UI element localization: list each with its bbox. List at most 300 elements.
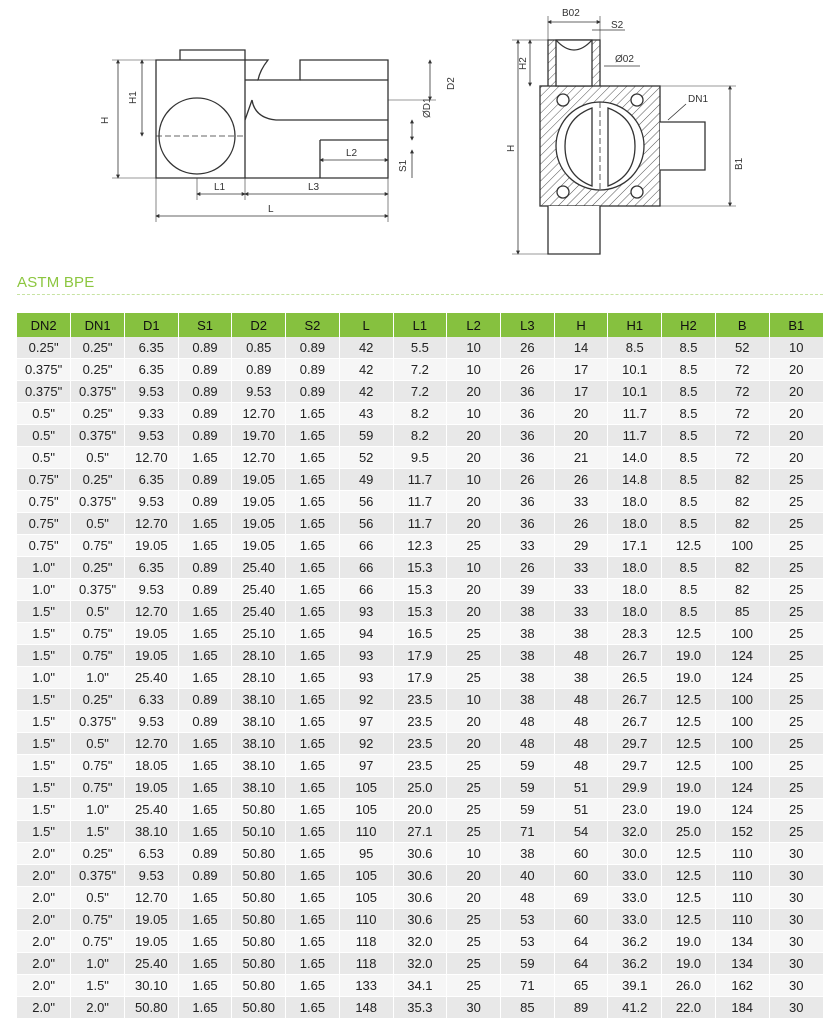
table-cell: 49 <box>339 469 393 491</box>
table-cell: 1.65 <box>286 579 340 601</box>
table-cell: 50.80 <box>232 997 286 1019</box>
table-cell: 1.65 <box>178 909 232 931</box>
table-cell: 20 <box>769 359 823 381</box>
table-cell: 26 <box>500 557 554 579</box>
table-cell: 25 <box>447 755 501 777</box>
table-cell: 10 <box>447 469 501 491</box>
table-cell: 32.0 <box>393 953 447 975</box>
table-cell: 9.53 <box>124 865 178 887</box>
table-cell: 18.05 <box>124 755 178 777</box>
table-cell: 26.5 <box>608 667 662 689</box>
table-cell: 0.5" <box>17 403 71 425</box>
table-cell: 6.33 <box>124 689 178 711</box>
dim-label-dn1: DN1 <box>688 94 709 105</box>
table-row <box>17 645 823 667</box>
table-cell: 18.0 <box>608 601 662 623</box>
table-body <box>17 337 823 1019</box>
table-cell: 100 <box>715 535 769 557</box>
table-cell: 9.53 <box>124 381 178 403</box>
table-cell: 30 <box>447 997 501 1019</box>
table-cell: 18.0 <box>608 579 662 601</box>
table-cell: 12.5 <box>662 535 716 557</box>
table-cell: 1.65 <box>178 645 232 667</box>
table-row <box>17 601 823 623</box>
table-cell: 26.0 <box>662 975 716 997</box>
table-cell: 25 <box>769 755 823 777</box>
table-cell: 2.0" <box>17 997 71 1019</box>
dim-label-d2: D2 <box>446 77 457 90</box>
table-cell: 38 <box>554 623 608 645</box>
table-cell: 1.65 <box>286 711 340 733</box>
table-cell: 50.80 <box>232 931 286 953</box>
table-cell: 0.75" <box>17 469 71 491</box>
table-cell: 105 <box>339 887 393 909</box>
table-cell: 0.89 <box>178 359 232 381</box>
table-cell: 25 <box>769 689 823 711</box>
table-row <box>17 997 823 1019</box>
table-cell: 89 <box>554 997 608 1019</box>
column-header-s2: S2 <box>286 313 340 337</box>
table-cell: 133 <box>339 975 393 997</box>
table-cell: 105 <box>339 799 393 821</box>
table-cell: 1.65 <box>178 755 232 777</box>
table-cell: 29.7 <box>608 755 662 777</box>
table-cell: 0.89 <box>286 359 340 381</box>
table-cell: 0.75" <box>71 645 125 667</box>
table-cell: 0.89 <box>178 865 232 887</box>
table-cell: 1.65 <box>178 821 232 843</box>
table-cell: 25 <box>769 645 823 667</box>
table-cell: 82 <box>715 557 769 579</box>
table-cell: 8.5 <box>662 337 716 359</box>
table-cell: 25.40 <box>124 667 178 689</box>
table-cell: 26 <box>500 337 554 359</box>
table-cell: 0.5" <box>17 425 71 447</box>
table-cell: 12.5 <box>662 689 716 711</box>
table-cell: 8.5 <box>608 337 662 359</box>
table-cell: 66 <box>339 579 393 601</box>
section-view-drawing <box>512 16 736 254</box>
table-cell: 1.5" <box>17 777 71 799</box>
table-cell: 64 <box>554 931 608 953</box>
table-cell: 1.65 <box>286 469 340 491</box>
table-cell: 110 <box>715 865 769 887</box>
table-cell: 48 <box>554 645 608 667</box>
table-cell: 33 <box>554 601 608 623</box>
table-row <box>17 579 823 601</box>
table-cell: 21 <box>554 447 608 469</box>
table-cell: 9.5 <box>393 447 447 469</box>
table-cell: 36 <box>500 403 554 425</box>
table-cell: 0.89 <box>178 469 232 491</box>
table-cell: 9.33 <box>124 403 178 425</box>
table-cell: 10 <box>447 337 501 359</box>
column-header-d1: D1 <box>124 313 178 337</box>
table-cell: 19.05 <box>124 931 178 953</box>
table-cell: 25 <box>447 953 501 975</box>
table-cell: 15.3 <box>393 601 447 623</box>
table-cell: 60 <box>554 865 608 887</box>
table-cell: 20 <box>447 425 501 447</box>
table-cell: 14 <box>554 337 608 359</box>
table-cell: 162 <box>715 975 769 997</box>
table-cell: 1.65 <box>178 623 232 645</box>
table-cell: 25.0 <box>662 821 716 843</box>
table-cell: 97 <box>339 711 393 733</box>
table-cell: 1.65 <box>178 733 232 755</box>
table-cell: 48 <box>554 755 608 777</box>
table-cell: 1.65 <box>286 997 340 1019</box>
table-cell: 1.0" <box>17 579 71 601</box>
table-cell: 60 <box>554 843 608 865</box>
table-cell: 124 <box>715 667 769 689</box>
table-cell: 19.05 <box>124 777 178 799</box>
table-cell: 0.375" <box>71 579 125 601</box>
table-cell: 0.5" <box>71 447 125 469</box>
table-cell: 50.80 <box>232 975 286 997</box>
column-header-l2: L2 <box>447 313 501 337</box>
table-cell: 20 <box>554 403 608 425</box>
table-cell: 15.3 <box>393 579 447 601</box>
table-cell: 36 <box>500 447 554 469</box>
column-header-l: L <box>339 313 393 337</box>
table-cell: 14.0 <box>608 447 662 469</box>
table-cell: 30 <box>769 931 823 953</box>
table-cell: 0.75" <box>71 623 125 645</box>
table-cell: 134 <box>715 953 769 975</box>
table-cell: 2.0" <box>17 953 71 975</box>
table-cell: 25 <box>447 667 501 689</box>
table-cell: 19.05 <box>232 513 286 535</box>
table-cell: 12.70 <box>124 513 178 535</box>
table-cell: 12.5 <box>662 755 716 777</box>
table-cell: 38 <box>554 667 608 689</box>
table-row <box>17 491 823 513</box>
table-cell: 51 <box>554 799 608 821</box>
table-row <box>17 711 823 733</box>
table-cell: 33 <box>554 557 608 579</box>
table-cell: 1.65 <box>178 799 232 821</box>
table-cell: 0.89 <box>178 711 232 733</box>
table-cell: 33.0 <box>608 865 662 887</box>
table-cell: 2.0" <box>17 887 71 909</box>
table-cell: 184 <box>715 997 769 1019</box>
table-cell: 8.5 <box>662 403 716 425</box>
table-cell: 25 <box>769 535 823 557</box>
table-cell: 41.2 <box>608 997 662 1019</box>
table-cell: 1.65 <box>178 601 232 623</box>
table-cell: 1.65 <box>286 667 340 689</box>
table-cell: 30 <box>769 865 823 887</box>
table-cell: 48 <box>500 887 554 909</box>
section-divider <box>17 294 823 295</box>
table-row <box>17 689 823 711</box>
table-cell: 19.70 <box>232 425 286 447</box>
table-cell: 10 <box>447 843 501 865</box>
table-cell: 110 <box>339 909 393 931</box>
table-cell: 25 <box>769 711 823 733</box>
table-cell: 0.375" <box>71 491 125 513</box>
table-row <box>17 425 823 447</box>
table-cell: 33 <box>554 579 608 601</box>
table-row <box>17 799 823 821</box>
table-cell: 0.375" <box>71 711 125 733</box>
table-cell: 6.35 <box>124 359 178 381</box>
table-cell: 97 <box>339 755 393 777</box>
table-cell: 20 <box>447 513 501 535</box>
column-header-b1: B1 <box>769 313 823 337</box>
table-cell: 2.0" <box>17 931 71 953</box>
table-row <box>17 755 823 777</box>
table-cell: 8.5 <box>662 359 716 381</box>
table-cell: 1.5" <box>71 975 125 997</box>
table-cell: 59 <box>500 755 554 777</box>
technical-drawing <box>0 0 840 262</box>
table-row <box>17 909 823 931</box>
table-cell: 23.5 <box>393 755 447 777</box>
table-cell: 0.89 <box>232 359 286 381</box>
table-cell: 0.25" <box>71 557 125 579</box>
table-cell: 15.3 <box>393 557 447 579</box>
table-cell: 9.53 <box>124 491 178 513</box>
table-cell: 20 <box>447 491 501 513</box>
table-cell: 34.1 <box>393 975 447 997</box>
table-cell: 0.75" <box>71 931 125 953</box>
table-row <box>17 931 823 953</box>
table-cell: 1.5" <box>71 821 125 843</box>
table-cell: 25 <box>769 491 823 513</box>
table-cell: 1.0" <box>71 953 125 975</box>
table-cell: 20 <box>447 865 501 887</box>
table-row <box>17 513 823 535</box>
table-cell: 50.10 <box>232 821 286 843</box>
table-cell: 0.375" <box>17 359 71 381</box>
table-cell: 30 <box>769 887 823 909</box>
table-cell: 0.89 <box>178 689 232 711</box>
dim-label-l1: L1 <box>214 182 226 193</box>
column-header-s1: S1 <box>178 313 232 337</box>
table-cell: 1.65 <box>286 975 340 997</box>
table-cell: 12.5 <box>662 733 716 755</box>
table-cell: 124 <box>715 645 769 667</box>
table-cell: 36 <box>500 491 554 513</box>
table-cell: 148 <box>339 997 393 1019</box>
table-cell: 0.89 <box>286 337 340 359</box>
table-cell: 30.10 <box>124 975 178 997</box>
table-cell: 38 <box>500 843 554 865</box>
table-cell: 1.65 <box>286 799 340 821</box>
table-cell: 1.65 <box>178 447 232 469</box>
table-cell: 12.5 <box>662 865 716 887</box>
dim-label-l: L <box>268 204 274 215</box>
table-cell: 1.65 <box>286 777 340 799</box>
table-cell: 110 <box>715 909 769 931</box>
table-cell: 19.0 <box>662 777 716 799</box>
table-row <box>17 469 823 491</box>
table-row <box>17 403 823 425</box>
table-cell: 8.5 <box>662 579 716 601</box>
table-cell: 20 <box>769 425 823 447</box>
table-cell: 25 <box>447 975 501 997</box>
table-cell: 23.5 <box>393 733 447 755</box>
table-cell: 38 <box>500 601 554 623</box>
table-cell: 1.65 <box>286 909 340 931</box>
table-cell: 0.89 <box>178 491 232 513</box>
table-cell: 1.65 <box>178 975 232 997</box>
table-row <box>17 843 823 865</box>
table-cell: 12.70 <box>124 601 178 623</box>
table-cell: 38.10 <box>124 821 178 843</box>
table-cell: 1.0" <box>17 667 71 689</box>
table-cell: 20 <box>554 425 608 447</box>
table-cell: 1.5" <box>17 645 71 667</box>
table-cell: 95 <box>339 843 393 865</box>
table-cell: 17.1 <box>608 535 662 557</box>
table-cell: 12.70 <box>124 887 178 909</box>
table-cell: 20 <box>769 381 823 403</box>
table-cell: 30 <box>769 843 823 865</box>
table-cell: 8.5 <box>662 491 716 513</box>
table-cell: 30.6 <box>393 887 447 909</box>
table-cell: 5.5 <box>393 337 447 359</box>
table-cell: 12.5 <box>662 887 716 909</box>
table-cell: 72 <box>715 403 769 425</box>
table-cell: 1.5" <box>17 623 71 645</box>
table-cell: 26.7 <box>608 645 662 667</box>
table-cell: 0.25" <box>71 359 125 381</box>
table-cell: 1.5" <box>17 711 71 733</box>
table-cell: 42 <box>339 359 393 381</box>
table-cell: 19.05 <box>232 491 286 513</box>
table-cell: 93 <box>339 601 393 623</box>
table-cell: 30.6 <box>393 909 447 931</box>
table-cell: 1.0" <box>71 667 125 689</box>
table-cell: 0.5" <box>71 513 125 535</box>
table-cell: 26 <box>554 469 608 491</box>
table-cell: 19.05 <box>124 623 178 645</box>
table-cell: 65 <box>554 975 608 997</box>
table-row <box>17 887 823 909</box>
table-cell: 16.5 <box>393 623 447 645</box>
table-cell: 19.05 <box>232 535 286 557</box>
table-cell: 1.5" <box>17 733 71 755</box>
table-cell: 30 <box>769 997 823 1019</box>
table-cell: 38.10 <box>232 689 286 711</box>
table-row <box>17 821 823 843</box>
dim-label-d02: Ø02 <box>615 54 634 65</box>
table-header-row <box>17 313 823 337</box>
table-cell: 25.40 <box>232 601 286 623</box>
table-cell: 17.9 <box>393 667 447 689</box>
table-cell: 118 <box>339 953 393 975</box>
table-cell: 110 <box>715 887 769 909</box>
table-cell: 94 <box>339 623 393 645</box>
table-cell: 48 <box>554 711 608 733</box>
table-cell: 50.80 <box>232 953 286 975</box>
table-row <box>17 667 823 689</box>
table-cell: 1.65 <box>286 645 340 667</box>
table-cell: 26.7 <box>608 711 662 733</box>
spec-table <box>17 313 823 1019</box>
table-cell: 0.75" <box>17 491 71 513</box>
table-cell: 71 <box>500 821 554 843</box>
table-cell: 39 <box>500 579 554 601</box>
table-cell: 0.89 <box>178 403 232 425</box>
table-cell: 12.70 <box>232 403 286 425</box>
table-cell: 2.0" <box>17 909 71 931</box>
table-cell: 23.5 <box>393 689 447 711</box>
table-cell: 19.05 <box>232 469 286 491</box>
table-cell: 25 <box>447 931 501 953</box>
table-cell: 20 <box>447 579 501 601</box>
table-cell: 92 <box>339 733 393 755</box>
table-cell: 20 <box>447 447 501 469</box>
table-cell: 105 <box>339 777 393 799</box>
table-cell: 42 <box>339 381 393 403</box>
table-cell: 0.89 <box>178 579 232 601</box>
table-cell: 1.65 <box>286 887 340 909</box>
table-cell: 53 <box>500 931 554 953</box>
dim-label-h2: H2 <box>518 57 529 70</box>
table-cell: 25.40 <box>232 579 286 601</box>
table-cell: 38 <box>500 667 554 689</box>
table-cell: 23.5 <box>393 711 447 733</box>
table-cell: 0.75" <box>71 777 125 799</box>
table-cell: 0.89 <box>178 337 232 359</box>
table-cell: 1.65 <box>286 865 340 887</box>
table-cell: 0.75" <box>71 909 125 931</box>
table-row <box>17 975 823 997</box>
dim-label-l3: L3 <box>308 182 320 193</box>
table-cell: 17 <box>554 359 608 381</box>
table-cell: 25 <box>447 909 501 931</box>
table-cell: 25 <box>447 623 501 645</box>
table-cell: 33 <box>500 535 554 557</box>
table-cell: 100 <box>715 689 769 711</box>
table-cell: 1.65 <box>286 491 340 513</box>
table-cell: 48 <box>554 689 608 711</box>
table-cell: 19.0 <box>662 953 716 975</box>
table-cell: 11.7 <box>393 469 447 491</box>
table-cell: 39.1 <box>608 975 662 997</box>
column-header-dn2: DN2 <box>17 313 71 337</box>
table-cell: 82 <box>715 491 769 513</box>
table-cell: 25 <box>769 469 823 491</box>
table-cell: 38 <box>500 623 554 645</box>
table-cell: 10.1 <box>608 381 662 403</box>
table-cell: 18.0 <box>608 513 662 535</box>
table-cell: 29.9 <box>608 777 662 799</box>
table-cell: 1.65 <box>286 821 340 843</box>
table-cell: 0.89 <box>178 843 232 865</box>
table-cell: 71 <box>500 975 554 997</box>
table-cell: 1.65 <box>286 755 340 777</box>
table-cell: 124 <box>715 799 769 821</box>
table-cell: 32.0 <box>608 821 662 843</box>
table-row <box>17 535 823 557</box>
table-cell: 25 <box>447 645 501 667</box>
table-cell: 35.3 <box>393 997 447 1019</box>
table-cell: 11.7 <box>393 491 447 513</box>
table-cell: 12.5 <box>662 909 716 931</box>
table-cell: 28.10 <box>232 667 286 689</box>
table-cell: 50.80 <box>232 909 286 931</box>
table-cell: 152 <box>715 821 769 843</box>
table-cell: 82 <box>715 579 769 601</box>
table-cell: 19.0 <box>662 799 716 821</box>
table-cell: 20 <box>447 381 501 403</box>
table-cell: 25.40 <box>124 953 178 975</box>
